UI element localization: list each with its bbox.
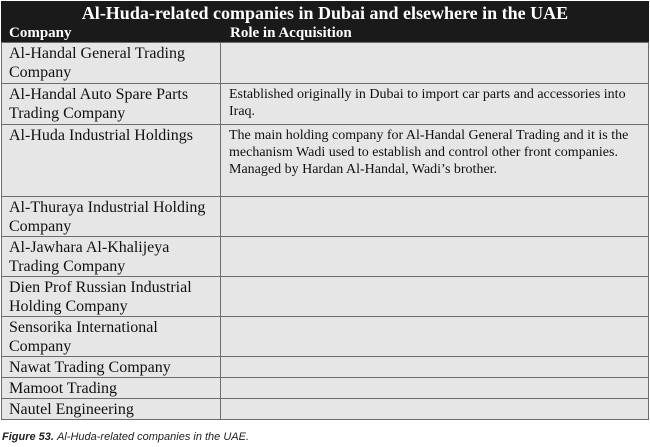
figure-caption xyxy=(2,431,249,443)
role-paragraph: Established originally in Dubai to import car parts and accessories into Iraq. xyxy=(229,87,626,119)
header-role: Role in Acquisition xyxy=(230,25,352,41)
role-cell xyxy=(221,277,649,317)
table-title: Al-Huda-related companies in Dubai and elsewhere in the UAE xyxy=(1,1,649,25)
company-cell: Al-Handal Auto Spare Parts Trading Company xyxy=(2,84,221,125)
table-row xyxy=(2,197,649,237)
role-cell xyxy=(221,317,649,357)
company-cell: Nautel Engineering xyxy=(2,399,221,420)
role-cell xyxy=(221,125,649,197)
role-paragraph: The main holding company for Al-Handal General Trading and it is the mechanism Wadi used to establish and control other front companies. xyxy=(229,128,629,160)
role-cell xyxy=(221,84,649,125)
company-cell: Al-Thuraya Industrial Holding Company xyxy=(2,197,221,237)
companies-table xyxy=(1,42,649,420)
company-cell: Al-Handal General Trading Company xyxy=(2,43,221,84)
company-cell: Al-Jawhara Al-Khalijeya Trading Company xyxy=(2,237,221,277)
companies-table-container xyxy=(1,1,649,420)
table-row xyxy=(2,277,649,317)
table-row xyxy=(2,357,649,378)
table-row xyxy=(2,237,649,277)
table-row xyxy=(2,399,649,420)
table-row xyxy=(2,317,649,357)
table-row xyxy=(2,43,649,84)
role-cell xyxy=(221,399,649,420)
table-row xyxy=(2,84,649,125)
role-cell xyxy=(221,378,649,399)
caption-text: Al-Huda-related companies in the UAE. xyxy=(57,431,250,443)
table-row xyxy=(2,125,649,197)
role-cell xyxy=(221,357,649,378)
header-company: Company xyxy=(9,25,72,41)
role-cell xyxy=(221,237,649,277)
company-cell: Sensorika International Company xyxy=(2,317,221,357)
company-cell: Dien Prof Russian Industrial Holding Company xyxy=(2,277,221,317)
company-cell: Al-Huda Industrial Holdings xyxy=(2,125,221,197)
table-row xyxy=(2,378,649,399)
caption-label: Figure 53. xyxy=(2,431,54,443)
company-cell: Nawat Trading Company xyxy=(2,357,221,378)
role-cell xyxy=(221,43,649,84)
company-cell: Mamoot Trading xyxy=(2,378,221,399)
role-paragraph: Managed by Hardan Al-Handal, Wadi’s brother. xyxy=(229,162,498,177)
role-cell xyxy=(221,197,649,237)
table-header-row xyxy=(1,25,649,42)
